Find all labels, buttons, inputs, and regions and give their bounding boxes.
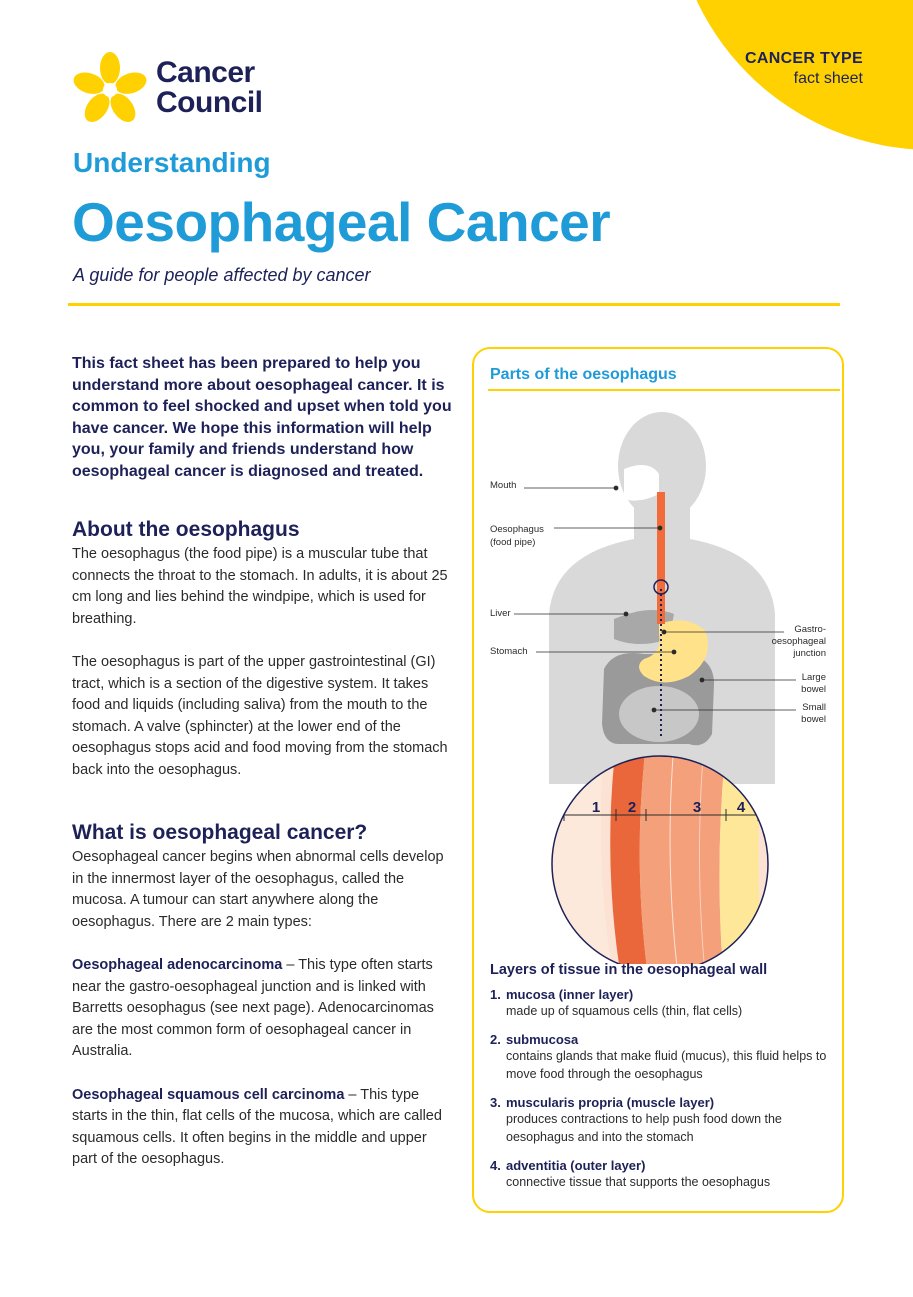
layers-list bbox=[490, 987, 830, 1203]
what-paragraph-1: Oesophageal cancer begins when abnormal cells develop in the innermost layer of the oesophagus, called the mucosa. A tumour can start anywhere along the oesophagus. There are 2 main types: bbox=[72, 849, 444, 930]
page-kicker: Understanding bbox=[73, 147, 271, 178]
intro-paragraph: This fact sheet has been prepared to help you understand more about oesophageal cancer. It is common to feel shocked and upset when told you have cancer. We hope this information will help you, your family and friends understand how oesophageal cancer is diagnosed and treated. bbox=[72, 355, 452, 480]
page-subtitle: A guide for people affected by cancer bbox=[73, 265, 371, 285]
layer-desc: produces contractions to help push food down the oesophagus and into the stomach bbox=[506, 1112, 782, 1144]
layer-heading bbox=[490, 1032, 830, 1047]
layer-number-4: 4 bbox=[736, 799, 746, 816]
fact-sheet-tag bbox=[745, 50, 863, 88]
label-oesophagus: Oesophagus bbox=[490, 524, 544, 535]
layers-title: Layers of tissue in the oesophageal wall bbox=[490, 962, 768, 978]
layer-number-3: 3 bbox=[692, 799, 702, 816]
logo-line-2: Council bbox=[156, 86, 263, 119]
layer-heading bbox=[490, 1095, 830, 1110]
layer-number-1: 1 bbox=[591, 799, 601, 816]
label-gastro-2: oesophageal bbox=[771, 636, 826, 647]
layer-item-muscularis bbox=[490, 1095, 830, 1146]
layer-desc: connective tissue that supports the oesophagus bbox=[506, 1175, 771, 1189]
layer-num: 4. bbox=[490, 1158, 501, 1173]
layer-desc: contains glands that make fluid (mucus), this fluid helps to move food through the oesophagus bbox=[506, 1049, 827, 1081]
small-bowel-shape bbox=[619, 686, 699, 742]
layer-desc: made up of squamous cells (thin, flat cells) bbox=[506, 1004, 743, 1018]
cancer-council-logo bbox=[70, 50, 280, 130]
layer-heading bbox=[490, 1158, 830, 1173]
logo-wordmark bbox=[156, 58, 263, 118]
about-paragraph-1: The oesophagus (the food pipe) is a muscular tube that connects the throat to the stomach. In adults, it is about 25 cm long and lies behind the windpipe, which is used for breathing. bbox=[72, 546, 448, 627]
layer-num: 2. bbox=[490, 1032, 501, 1047]
adenocarcinoma-term: Oesophageal adenocarcinoma bbox=[72, 957, 283, 973]
layer-item-mucosa bbox=[490, 987, 830, 1020]
layer-num: 3. bbox=[490, 1095, 501, 1110]
label-liver: Liver bbox=[490, 608, 511, 619]
layer-num: 1. bbox=[490, 987, 501, 1002]
mouth-cavity bbox=[624, 465, 659, 501]
fact-sheet-label: fact sheet bbox=[793, 70, 863, 87]
layer-item-adventitia bbox=[490, 1158, 830, 1191]
label-gastro-1: Gastro- bbox=[794, 624, 826, 635]
layer-name: mucosa (inner layer) bbox=[506, 987, 634, 1002]
layer-name: submucosa bbox=[506, 1032, 579, 1047]
about-paragraph-2: The oesophagus is part of the upper gastrointestinal (GI) tract, which is a section of the digestive system. It takes food and liquids (including saliva) from the mouth to the stomach. A valve (sphincter) at the lower end of the oesophagus stops acid and food moving from the stomach back into the oesophagus. bbox=[72, 654, 448, 778]
layer-number-2: 2 bbox=[627, 799, 637, 816]
cancer-type-label: CANCER TYPE bbox=[745, 50, 863, 67]
label-stomach: Stomach bbox=[490, 646, 528, 657]
label-gastro-3: junction bbox=[793, 648, 826, 659]
squamous-text: – This type starts in the thin, flat cells of the mucosa, which are called squamous cells. It often begins in the middle and upper part of the oesophagus. bbox=[72, 1086, 442, 1167]
about-heading: About the oesophagus bbox=[72, 518, 300, 541]
daffodil-icon bbox=[70, 50, 150, 130]
page-title: Oesophageal Cancer bbox=[72, 191, 611, 253]
layer-item-submucosa bbox=[490, 1032, 830, 1083]
what-heading: What is oesophageal cancer? bbox=[72, 821, 368, 844]
layer-name: muscularis propria (muscle layer) bbox=[506, 1095, 715, 1110]
label-large-2: bowel bbox=[801, 684, 826, 695]
label-food-pipe: (food pipe) bbox=[490, 537, 536, 548]
layer-name: adventitia (outer layer) bbox=[506, 1158, 646, 1173]
squamous-term: Oesophageal squamous cell carcinoma bbox=[72, 1086, 345, 1103]
header-divider bbox=[68, 303, 840, 306]
logo-line-1: Cancer bbox=[156, 56, 255, 89]
panel-title: Parts of the oesophagus bbox=[490, 366, 677, 383]
panel-divider bbox=[488, 389, 840, 391]
oesophagus-panel bbox=[472, 347, 844, 1213]
label-large-1: Large bbox=[801, 672, 826, 683]
oesophagus-diagram bbox=[474, 404, 842, 964]
label-small-1: Small bbox=[802, 702, 826, 713]
layer-heading bbox=[490, 987, 830, 1002]
adenocarcinoma-paragraph bbox=[72, 955, 452, 1063]
main-column bbox=[72, 353, 452, 1193]
label-mouth: Mouth bbox=[490, 480, 517, 491]
squamous-paragraph bbox=[72, 1085, 452, 1171]
adenocarcinoma-text: – This type often starts near the gastro-oesophageal junction and is linked with Barretts oesophagus (see next page). Adenocarcinomas are the most common form of oesophageal cancer in Australia. bbox=[72, 957, 434, 1059]
label-small-2: bowel bbox=[801, 714, 826, 725]
